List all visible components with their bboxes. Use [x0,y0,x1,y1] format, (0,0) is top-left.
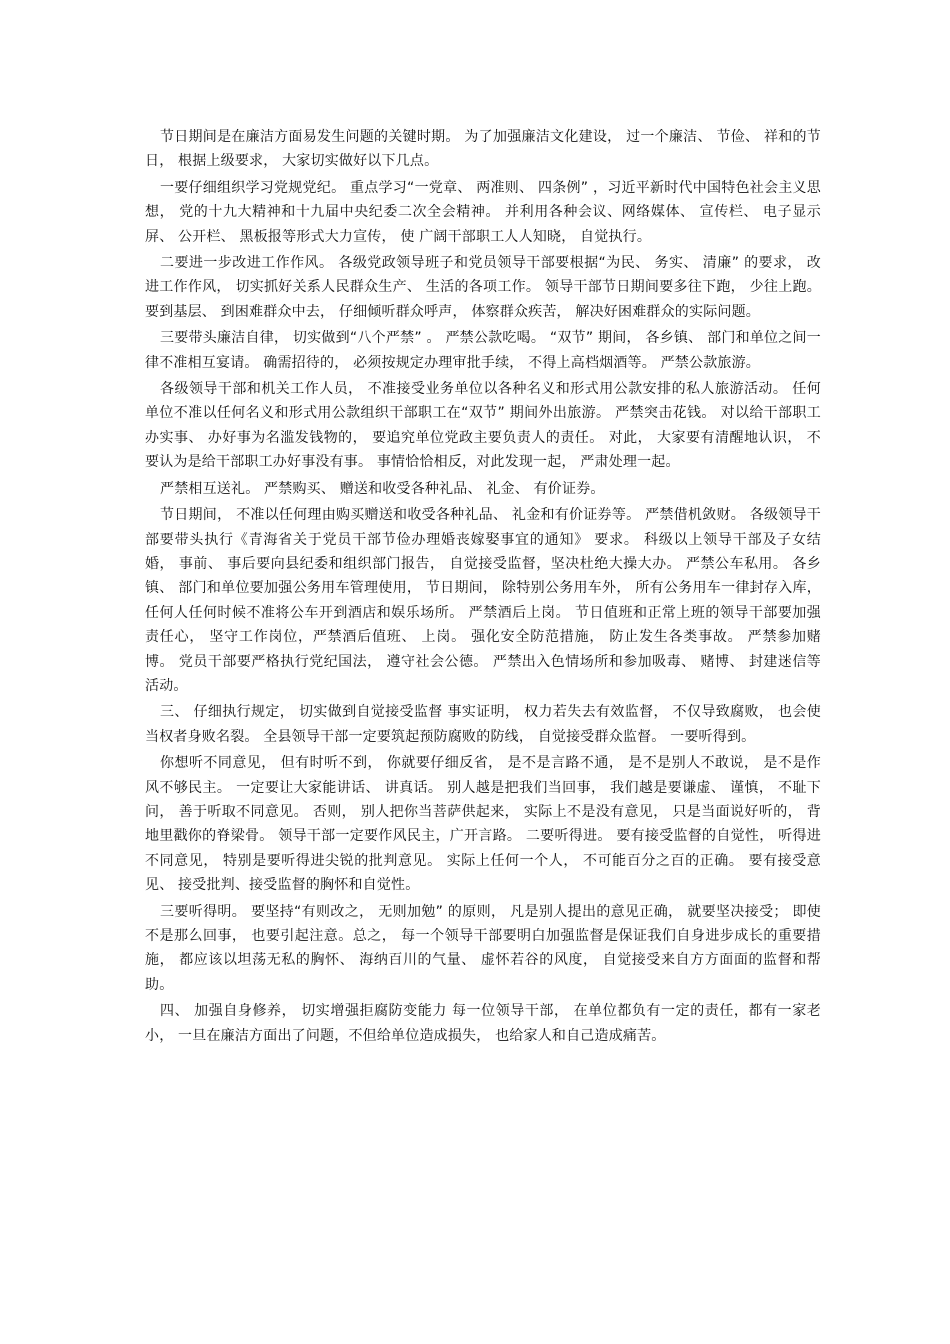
paragraph: 三要带头廉洁自律， 切实做到“八个严禁” 。 严禁公款吃喝。 “双节” 期间， 各乡镇、 部门和单位之间一律不准相互宴请。 确需招待的， 必须按规定办理审批手续， 不得上高档烟酒等。 严禁公款旅游。 [145,330,821,371]
paragraph: 一要仔细组织学习党规党纪。 重点学习“一党章、 两准则、 四条例” ，习近平新时代中国特色社会主义思想， 党的十九大精神和十九届中央纪委二次全会精神。 并利用各种会议、网络媒体、 宣传栏、 电子显示屏、 公开栏、 黑板报等形式大力宣传， 使 广阔干部职工人人知晓， 自觉执行。 [145,179,821,245]
paragraph: 二要进一步改进工作作风。 各级党政领导班子和党员领导干部要根据“为民、 务实、 清廉” 的要求， 改进工作作风， 切实抓好关系人民群众生产、 生活的各项工作。 领导干部节日期间要多往下跑， 少往上跑。 要到基层、 到困难群众中去， 仔细倾听群众呼声， 体察群众疾苦， 解决好困难群众的实际问题。 [145,255,821,320]
paragraph: 节日期间， 不准以任何理由购买赠送和收受各种礼品、 礼金和有价证券等。 严禁借机敛财。 各级领导干部要带头执行《青海省关于党员干部节俭办理婚丧嫁娶事宜的通知》 要求。 科级以上领导干部及子女结婚， 事前、 事后要向县纪委和组织部门报告， 自觉接受监督，坚决杜绝大操大办。 严禁公车私用。 各乡镇、 部门和单位要加强公务用车管理使用， 节日期间， 除特别公务用车外， 所有公务用车一律封存入库， 任何人任何时候不准将公车开到酒店和娱乐场所。 严禁酒后上岗。 节日值班和正常上班的领导干部要加强责任心， 坚守工作岗位，严禁酒后值班、 上岗。 强化安全防范措施， 防止发生各类事故。 严禁参加赌博。 党员干部要严格执行党纪国法， 遵守社会公德。 严禁出入色情场所和参加吸毒、 赌博、 封建迷信等活动。 [145,507,821,694]
paragraph: 节日期间是在廉洁方面易发生问题的关键时期。 为了加强廉洁文化建设， 过一个廉洁、 节俭、 祥和的节日， 根据上级要求， 大家切实做好以下几点。 [145,129,821,170]
paragraph: 严禁相互送礼。 严禁购买、 赠送和收受各种礼品、 礼金、 有价证券。 [160,480,605,497]
paragraph: 你想听不同意见， 但有时听不到， 你就要仔细反省， 是不是言路不通， 是不是别人不敢说， 是不是作风不够民主。 一定要让大家能讲话、 讲真话。 别人越是把我们当回事， 我们越是要谦虚、 谨慎， 不耻下问， 善于听取不同意见。 否则， 别人把你当菩萨供起来， 实际上不是没有意见， 只是当面说好听的， 背地里戳你的脊梁骨。 领导干部一定要作风民主，广开言路。 二要听得进。 要有接受监督的自觉性， 听得进不同意见， 特别是要听得进尖锐的批判意见。 实际上任何一个人， 不可能百分之百的正确。 要有接受意见、 接受批判、接受监督的胸怀和自觉性。 [145,755,821,894]
paragraph: 三要听得明。 要坚持“有则改之， 无则加勉” 的原则， 凡是别人提出的意见正确， 就要坚决接受； 即使不是那么回事， 也要引起注意。总之， 每一个领导干部要明白加强监督是保证我们自身进步成长的重要措施， 都应该以坦荡无私的胸怀、 海纳百川的气量、 虚怀若谷的风度， 自觉接受来自方方面面的监督和帮助。 [145,903,821,993]
paragraph: 四、 加强自身修养， 切实增强拒腐防变能力 每一位领导干部， 在单位都负有一定的责任，都有一家老小， 一旦在廉洁方面出了问题，不但给单位造成损失， 也给家人和自己造成痛苦。 [145,1003,821,1044]
paragraph: 各级领导干部和机关工作人员， 不准接受业务单位以各种名义和形式用公款安排的私人旅游活动。 任何单位不准以任何名义和形式用公款组织干部职工在“双节” 期间外出旅游。 严禁突击花钱。 对以给干部职工办实事、 办好事为名滥发钱物的， 要追究单位党政主要负责人的责任。 对此， 大家要有清醒地认识， 不要认为是给干部职工办好事没有事。 事情恰恰相反，对此发现一起， 严肃处理一起。 [145,381,821,471]
document-body [145,125,821,1050]
paragraph: 三、 仔细执行规定， 切实做到自觉接受监督 事实证明， 权力若失去有效监督， 不仅导致腐败， 也会使当权者身败名裂。 全县领导干部一定要筑起预防腐败的防线， 自觉接受群众监督。 一要听得到。 [145,704,821,745]
